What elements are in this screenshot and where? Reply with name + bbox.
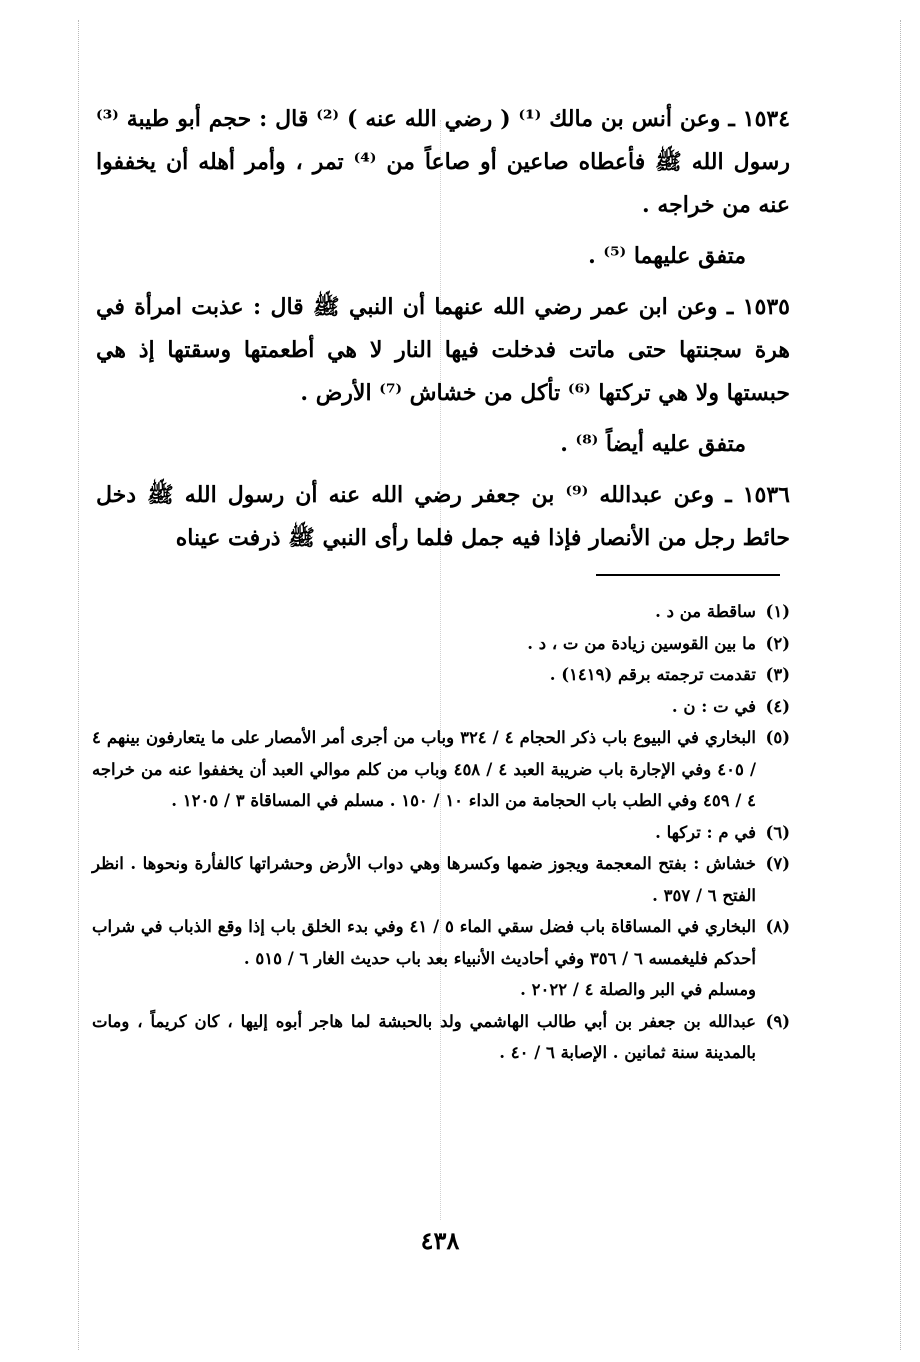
footnote-2 — [92, 628, 790, 660]
footnotes — [92, 596, 790, 1069]
footnote-number: (٢) — [765, 633, 790, 653]
footnote-text: خشاش : بفتح المعجمة ويجوز ضمها وكسرها وهي دواب الأرض وحشراتها كالفأرة ونحوها . انظر الفتح ٦ / ٣٥٧ . — [92, 854, 756, 905]
hadith-1534: ١٥٣٤ ـ وعن أنس بن مالك ⁽¹⁾ ( رضي الله عنه ) ⁽²⁾ قال : حجم أبو طيبة ⁽³⁾ رسول الله ﷺ فأعطاه صاعين أو صاعاً من ⁽⁴⁾ تمر ، وأمر أهله أن يخففوا عنه من خراجه . — [96, 106, 791, 218]
footnote-7 — [92, 848, 790, 911]
footnote-text: في م : تركها . — [655, 822, 756, 842]
footnote-8 — [92, 911, 790, 974]
footnote-text: تقدمت ترجمته برقم (١٤١٩) . — [549, 665, 756, 684]
footnote-number: (٩) — [765, 1011, 790, 1031]
main-text — [96, 98, 790, 560]
footnote-number: (٣) — [765, 665, 790, 684]
footnote-text: البخاري في البيوع باب ذكر الحجام ٤ / ٣٢٤ وباب من أجرى أمر الأمصار على ما يتعارفون بينهم ٤ / ٤٠٥ وفي الإجارة باب ضريبة العبد ٤ / ٤٥٨ وباب من كلم موالي العبد أن يخففوا عنه من خراجه ٤ / ٤٥٩ وفي الطب باب الحجامة من الداء ١٠ / ١٥٠ . مسلم في المساقاة ٣ / ١٢٠٥ . — [92, 728, 757, 810]
footnote-4 — [92, 691, 790, 723]
footnote-text: في ت : ن . — [671, 696, 756, 716]
footnote-number: (٨) — [765, 917, 790, 936]
footnote-8-continuation — [92, 974, 756, 1006]
footnote-number: (٦) — [765, 822, 790, 842]
footnote-1 — [92, 596, 790, 628]
footnote-3 — [92, 659, 790, 691]
page-number: ٤٣٨ — [420, 1226, 460, 1255]
scan-margin-line-right — [900, 20, 901, 1350]
footnote-number: (٤) — [765, 696, 790, 716]
footnote-separator — [596, 574, 780, 576]
footnote-text: ساقطة من د . — [655, 602, 756, 621]
hadith-1535: ١٥٣٥ ـ وعن ابن عمر رضي الله عنهما أن النبي ﷺ قال : عذبت امرأة في هرة سجنتها حتى ماتت فدخلت فيها النار لا هي أطعمتها وسقتها إذ هي حبستها ولا هي تركتها ⁽⁶⁾ تأكل من خشاش ⁽⁷⁾ الأرض . — [96, 294, 790, 406]
footnote-5 — [92, 722, 790, 817]
hadith-1535-reference: متفق عليه أيضاً ⁽⁸⁾ . — [560, 431, 746, 457]
footnote-number: (٥) — [765, 728, 790, 747]
hadith-1536: ١٥٣٦ ـ وعن عبدالله ⁽⁹⁾ بن جعفر رضي الله عنه أن رسول الله ﷺ دخل حائط رجل من الأنصار فإذا فيه جمل فلما رأى النبي ﷺ ذرفت عيناه — [96, 482, 790, 551]
footnote-number: (٧) — [765, 854, 790, 873]
footnote-text: ما بين القوسين زيادة من ت ، د . — [527, 633, 756, 653]
footnote-6 — [92, 817, 790, 849]
scan-margin-line-left — [78, 20, 79, 1350]
footnote-number: (١) — [765, 602, 790, 621]
footnote-text: عبدالله بن جعفر بن أبي طالب الهاشمي ولد بالحبشة لما هاجر أبوه إليها ، كان كريماً ، ومات بالمدينة سنة ثمانين . الإصابة ٦ / ٤٠ . — [92, 1011, 756, 1062]
hadith-1534-reference: متفق عليهما ⁽⁵⁾ . — [588, 243, 746, 269]
footnote-text: البخاري في المساقاة باب فضل سقي الماء ٥ / ٤١ وفي بدء الخلق باب إذا وقع الذباب في شراب أحدكم فليغمسه ٦ / ٣٥٦ وفي أحاديث الأنبياء بعد باب حديث الغار ٦ / ٥١٥ . — [92, 917, 757, 968]
footnote-9 — [92, 1006, 790, 1069]
footnote-text: ومسلم في البر والصلة ٤ / ٢٠٢٢ . — [520, 980, 756, 999]
